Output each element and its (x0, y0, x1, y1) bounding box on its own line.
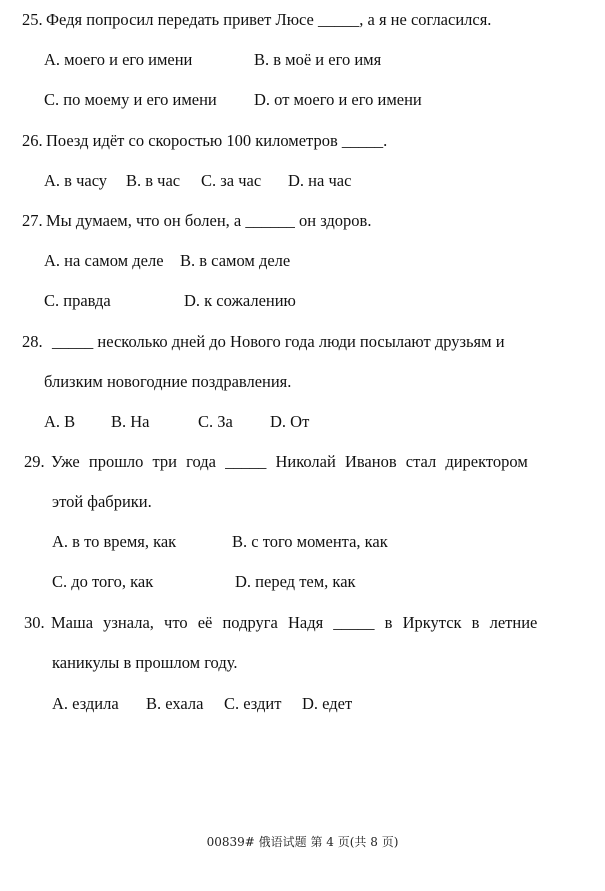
question-text: Поезд идёт со скоростью 100 километров _____. (46, 131, 388, 150)
question-number: 25. (22, 10, 43, 29)
option-c: C. ездит (224, 694, 282, 713)
option-b: B. в самом деле (180, 251, 291, 270)
option-a: A. моего и его имени (44, 50, 193, 69)
option-c: C. по моему и его имени (44, 90, 217, 109)
option-b: B. в моё и его имя (254, 50, 382, 69)
question-text: Федя попросил передать привет Люсе _____, а я не согласился. (46, 10, 492, 29)
option-b: B. в час (126, 171, 181, 190)
question-text: Уже прошло три года _____ Николай Иванов стал директором (51, 452, 528, 471)
option-a: A. ездила (52, 694, 119, 713)
question-text-continued: этой фабрики. (52, 492, 152, 511)
question-number: 27. (22, 211, 43, 230)
option-a: A. в часу (44, 171, 108, 190)
option-c: C. За (198, 412, 233, 431)
option-d: D. едет (302, 694, 353, 713)
option-d: D. От (270, 412, 310, 431)
question-number: 29. (24, 452, 45, 471)
option-b: B. с того момента, как (232, 532, 388, 551)
question-text: Маша узнала, что её подруга Надя _____ в Иркутск в летние (51, 613, 538, 632)
option-a: A. В (44, 412, 76, 431)
question-text-continued: близким новогодние поздравления. (44, 372, 292, 391)
option-c: C. за час (201, 171, 262, 190)
question-number: 30. (24, 613, 45, 632)
question-number: 26. (22, 131, 43, 150)
option-a: A. на самом деле (44, 251, 164, 270)
option-b: B. На (111, 412, 150, 431)
question-number: 28. (22, 332, 43, 351)
option-a: A. в то время, как (52, 532, 177, 551)
option-d: D. перед тем, как (235, 572, 356, 591)
page-footer: 00839# 俄语试题 第 4 页(共 8 页) (206, 835, 399, 849)
option-d: D. на час (288, 171, 352, 190)
option-d: D. от моего и его имени (254, 90, 422, 109)
option-c: C. правда (44, 291, 111, 310)
option-c: C. до того, как (52, 572, 154, 591)
question-text-continued: каникулы в прошлом году. (52, 653, 238, 672)
question-text: _____ несколько дней до Нового года люди посылают друзьям и (52, 332, 505, 351)
option-b: B. ехала (146, 694, 204, 713)
question-text: Мы думаем, что он болен, а ______ он здоров. (46, 211, 372, 230)
option-d: D. к сожалению (184, 291, 296, 310)
